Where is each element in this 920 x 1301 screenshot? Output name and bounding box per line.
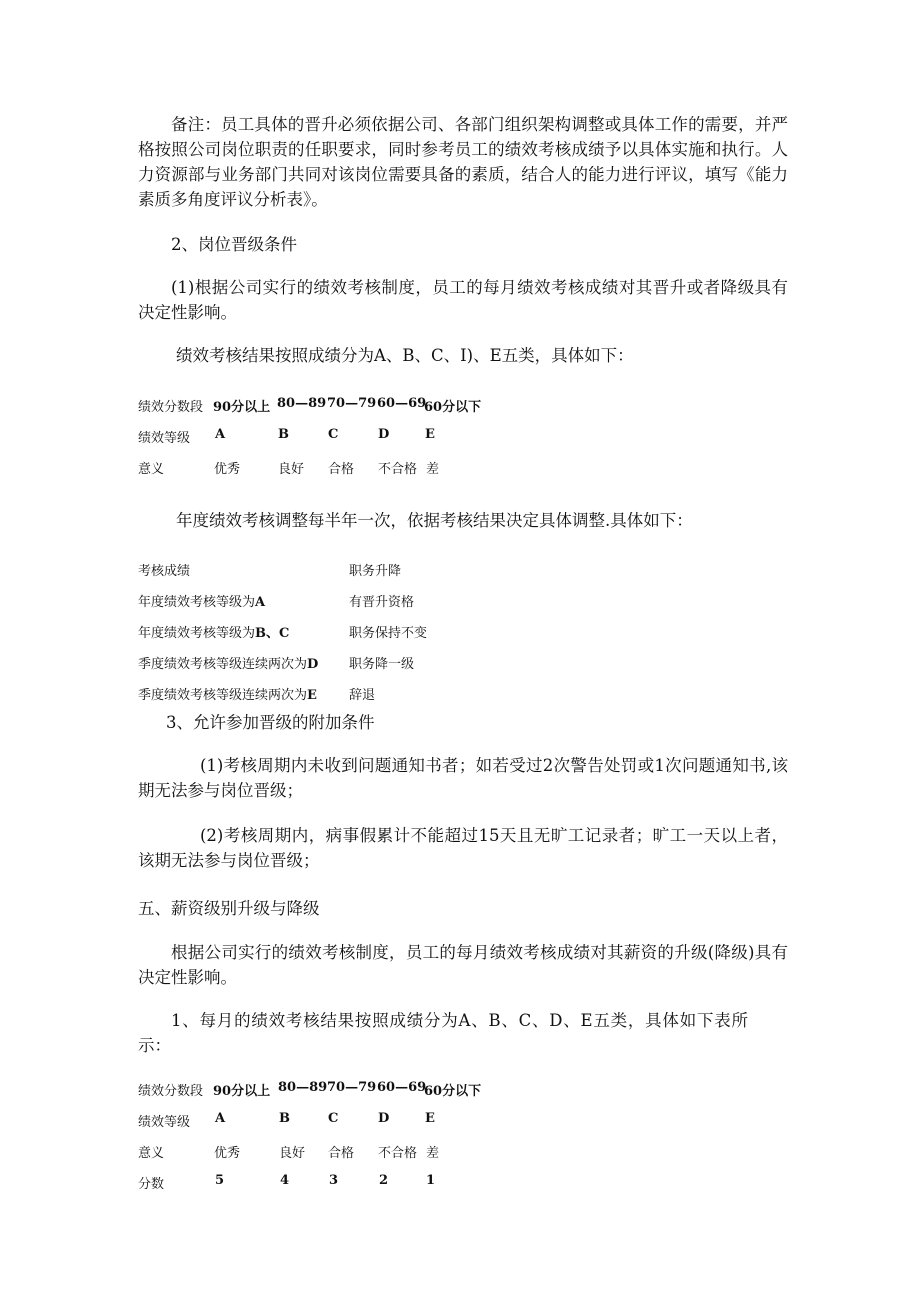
table-row: 年度绩效考核等级为B、C [138, 626, 290, 641]
table-cell: 职务保持不变 [349, 626, 428, 641]
table-cell: 职务降一级 [349, 657, 415, 672]
section-2-heading: 2、岗位晋级条件 [171, 235, 297, 254]
section-5-heading: 五、薪资级别升级与降级 [138, 899, 320, 918]
result-intro-paragraph: 绩效考核结果按照成绩分为A、B、C、I)、E五类，具体如下： [176, 346, 634, 365]
monthly-result-paragraph: 1、每月的绩效考核结果按照成绩分为A、B、C、D、E五类，具体如下表所示： [138, 1011, 748, 1055]
table-row: 季度绩效考核等级连续两次为D [138, 657, 319, 672]
salary-paragraph: 根据公司实行的绩效考核制度，员工的每月绩效考核成绩对其薪资的升级(降级)具有决定性影响。 [138, 943, 788, 987]
additional-condition-2: (2)考核周期内，病事假累计不能超过15天且无旷工记录者；旷工一天以上者，该期无法参与岗位晋级； [138, 826, 788, 870]
table-cell: 辞退 [349, 688, 376, 703]
condition-paragraph-1: (1)根据公司实行的绩效考核制度，员工的每月绩效考核成绩对其晋升或者降级具有决定性影响。 [138, 278, 788, 322]
table-row: 季度绩效考核等级连续两次为E [138, 688, 317, 703]
section-3-heading: 3、允许参加晋级的附加条件 [166, 713, 375, 732]
additional-condition-1: (1)考核周期内未收到问题通知书者；如若受过2次警告处罚或1次问题通知书,该期无法参与岗位晋级； [138, 756, 788, 800]
remark-paragraph: 备注：员工具体的晋升必须依据公司、各部门组织架构调整或具体工作的需要，并严格按照公司岗位职责的任职要求，同时参考员工的绩效考核成绩予以具体实施和执行。人力资源部与业务部门共同对该岗位需要具备的素质，结合人的能力进行评议，填写《能力素质多角度评议分析表》。 [138, 115, 788, 209]
table-header-left: 考核成绩 [138, 564, 191, 579]
table-cell: 有晋升资格 [349, 595, 415, 610]
annual-adjustment-paragraph: 年度绩效考核调整每半年一次，依据考核结果决定具体调整.具体如下： [176, 511, 693, 530]
table-header-right: 职务升降 [349, 564, 402, 579]
table-row: 年度绩效考核等级为A [138, 595, 266, 610]
